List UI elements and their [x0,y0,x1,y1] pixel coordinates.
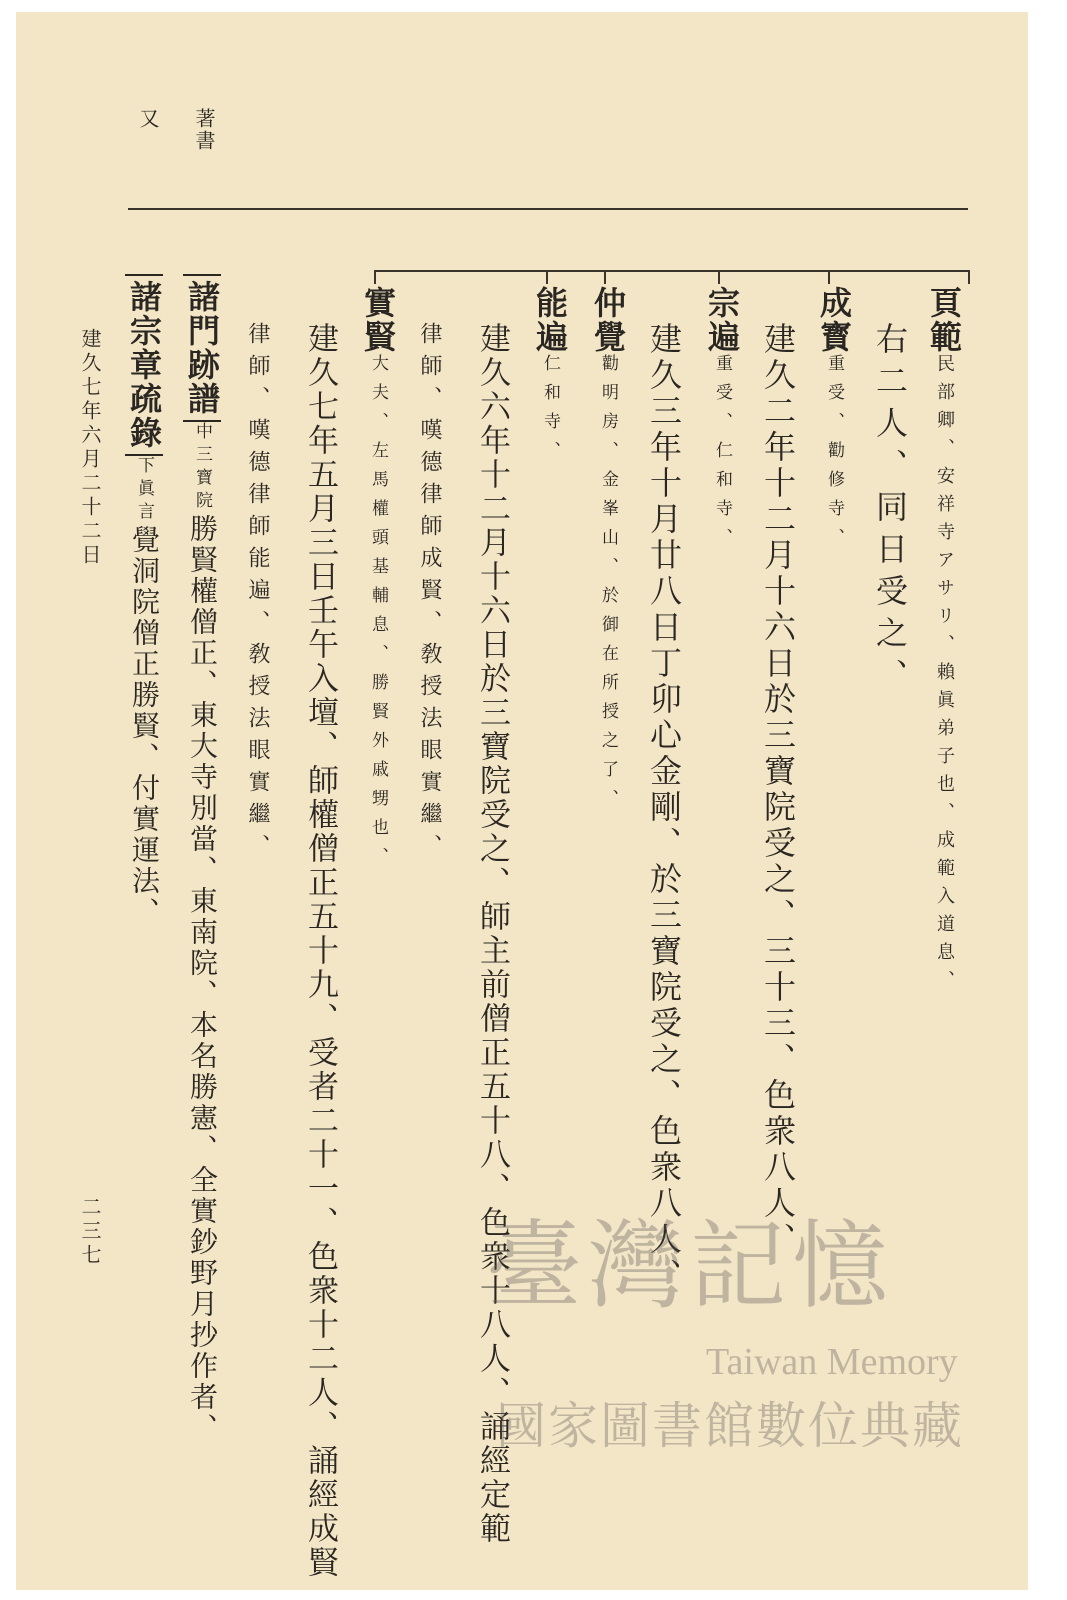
entry-12: 建久七年五月三日壬午入壇、師權僧正五十九、受者二十一、色衆十二人、誦經成賢 [302,322,338,1580]
entry-7-name: 仲覺 [589,286,627,354]
entry-14-title: 諸門跡譜 [183,274,221,422]
entry-15-note: 下眞言 [134,456,154,525]
entry-9: 建久六年十二月十六日於三寶院受之、師主前僧正五十八、色衆十八人、誦經定範 [474,322,510,1546]
entry-10: 律師、嘆德律師成賢、敎授法眼實繼、 [417,322,442,866]
entry-14-note: 中三寶院 [192,422,212,514]
entry-14-text: 勝賢權僧正、東大寺別當、東南院、本名勝憲、全實鈔野月抄作者、 [186,514,219,1444]
watermark-sub: 國家圖書館數位典藏 [496,1397,964,1455]
entry-13: 律師、嘆德律師能遍、敎授法眼實繼、 [245,322,270,866]
entry-14 [183,274,221,1444]
header-col-2: 又 [136,108,160,138]
lineage-tick-1 [968,270,970,284]
entry-3-note: 重受、勸修寺、 [824,354,844,557]
watermark-cn: 臺灣記憶 [486,1210,894,1322]
entry-8 [531,286,569,470]
lineage-tick-4 [604,270,606,284]
lineage-tick-6 [374,270,376,284]
entry-8-note: 仁和寺、 [540,354,560,470]
entry-8-name: 能遍 [531,286,569,354]
entry-15 [125,274,163,928]
watermark-en: Taiwan Memory [706,1341,958,1383]
entry-11-name: 實賢 [359,286,397,354]
entry-11 [359,286,397,876]
entry-5-name: 宗遍 [703,286,741,354]
entry-5-note: 重受、仁和寺、 [712,354,732,557]
header-col-1: 著書 [192,108,216,152]
entry-3-name: 成寳 [815,286,853,354]
lineage-tick-3 [718,270,720,284]
entry-1-note: 民部卿、安祥寺アサリ、賴眞弟子也、成範入道息、 [934,354,955,998]
document-page [16,12,1028,1590]
entry-5 [703,286,741,557]
header-rule [128,208,968,210]
lineage-tick-5 [546,270,548,284]
entry-7 [589,286,627,818]
entry-2: 右二人、同日受之、 [871,322,909,700]
lineage-bracket-line [374,270,970,272]
entry-6: 建久三年十月廿八日丁卯心金剛、於三寶院受之、色衆八人、 [645,322,683,1294]
page-number: 二三七 [78,1196,102,1268]
entry-1 [925,286,963,998]
entry-4: 建久二年十二月十六日於三寶院受之、三十三、色衆八人、 [759,322,797,1258]
lineage-tick-2 [828,270,830,284]
entry-15-title: 諸宗章疏錄 [125,274,163,456]
entry-11-note: 大夫、左馬權頭基輔息、勝賢外戚甥也、 [368,354,388,876]
entry-15-text: 覺洞院僧正勝賢、付實運法、 [128,525,161,928]
watermark [486,1190,1006,1455]
entry-1-name: 頁範 [925,286,963,354]
entry-7-note: 勸明房、金峯山、於御在所授之了、 [598,354,618,818]
entry-3 [815,286,853,557]
footer-date: 建久七年六月二十二日 [78,328,102,568]
